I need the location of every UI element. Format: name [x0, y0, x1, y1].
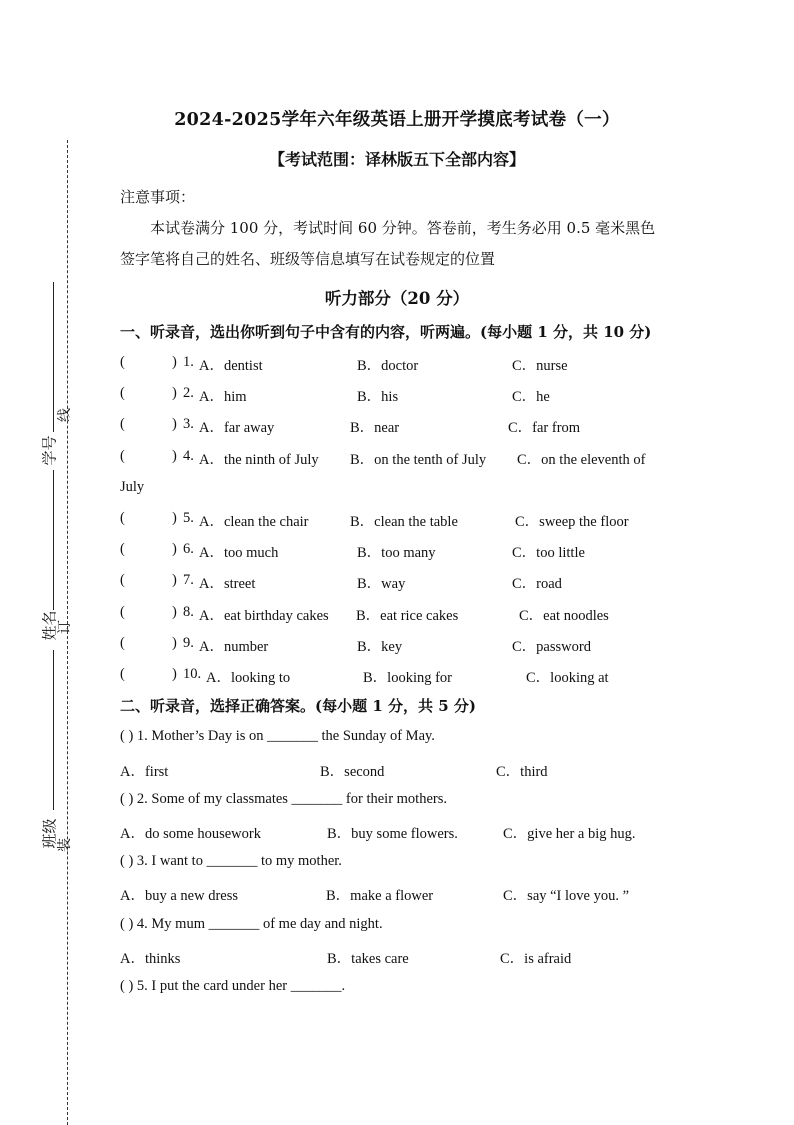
part1-q9-option-a: A．number — [199, 639, 269, 655]
part2-q2-option-b: B．buy some flowers. — [327, 826, 458, 842]
notes-line-1: 本试卷满分 100 分，考试时间 60 分钟。答卷前，考生务必用 0.5 毫米黑色 — [150, 219, 656, 237]
part2-q2-option-c: C．give her a big hug. — [503, 826, 636, 842]
part1-q6-close-paren: ) — [172, 541, 177, 557]
part2-question-4: ( ) 4. My mum _______ of me day and night. — [120, 916, 383, 932]
part1-q4-option-b: B．on the tenth of July — [350, 452, 487, 468]
part1-q3-option-c: C．far from — [508, 420, 581, 436]
part1-q2-open-paren: ( — [120, 385, 125, 401]
part2-q1-option-b: B．second — [320, 764, 385, 780]
part1-q2-option-c: C．he — [512, 389, 550, 405]
class-label: 班级 — [40, 818, 59, 849]
part1-q9-open-paren: ( — [120, 635, 125, 651]
part1-q5-option-a: A．clean the chair — [199, 514, 309, 530]
part2-question-1: ( ) 1. Mother’s Day is on _______ the Sunday of May. — [120, 728, 435, 744]
part1-q2-number: 2. — [183, 385, 194, 401]
part1-q4-number: 4. — [183, 448, 194, 464]
part1-q4-option-a: A．the ninth of July — [199, 452, 319, 468]
part1-q1-close-paren: ) — [172, 354, 177, 370]
part1-q10-option-a: A．looking to — [206, 670, 291, 686]
part1-q8-option-c: C．eat noodles — [519, 608, 609, 624]
part1-q1-option-a: A．dentist — [199, 358, 263, 374]
student-id-label: 学号 — [40, 435, 59, 466]
part2-q3-option-b: B．make a flower — [326, 888, 434, 904]
part2-question-3: ( ) 3. I want to _______ to my mother. — [120, 853, 342, 869]
part2-q4-option-c: C．is afraid — [500, 951, 572, 967]
part1-q7-open-paren: ( — [120, 572, 125, 588]
part2-question-5: ( ) 5. I put the card under her _______. — [120, 978, 346, 994]
part2-heading: 二、听录音，选择正确答案。(每小题 1 分，共 5 分) — [120, 697, 476, 715]
part1-q5-option-c: C．sweep the floor — [515, 514, 629, 530]
exam-scope: 【考试范围：译林版五下全部内容】 — [268, 150, 525, 169]
part2-q2-option-a: A．do some housework — [120, 826, 261, 842]
seal-mark: 装 — [57, 838, 73, 852]
notes-line-2: 签字笔将自己的姓名、班级等信息填写在试卷规定的位置 — [120, 250, 496, 268]
part1-q7-number: 7. — [183, 572, 194, 588]
part1-q5-number: 5. — [183, 510, 194, 526]
part1-q10-number: 10. — [183, 666, 202, 682]
part1-heading: 一、听录音，选出你听到句子中含有的内容，听两遍。(每小题 1 分，共 10 分) — [120, 323, 652, 341]
part1-q4-option-c: C．on the eleventh of — [517, 452, 646, 468]
part1-q6-open-paren: ( — [120, 541, 125, 557]
part1-q3-option-a: A．far away — [199, 420, 275, 436]
part1-q6-option-c: C．too little — [512, 545, 585, 561]
part2-q1-option-a: A．first — [120, 764, 169, 780]
line-mark: 线 — [57, 408, 73, 422]
part1-q6-option-a: A．too much — [199, 545, 279, 561]
part1-q4-close-paren: ) — [172, 448, 177, 464]
exam-title: 2024-2025学年六年级英语上册开学摸底考试卷（一） — [174, 110, 620, 130]
part2-q3-option-c: C．say “I love you. ” — [503, 888, 630, 904]
part2-question-2: ( ) 2. Some of my classmates _______ for their mothers. — [120, 791, 447, 807]
part1-q2-option-a: A．him — [199, 389, 247, 405]
part2-q4-option-b: B．takes care — [327, 951, 409, 967]
part1-q1-number: 1. — [183, 354, 194, 370]
part1-q4-open-paren: ( — [120, 448, 125, 464]
part1-q2-option-b: B．his — [357, 389, 399, 405]
part1-q6-number: 6. — [183, 541, 194, 557]
notes-heading: 注意事项： — [120, 188, 196, 206]
part1-q6-option-b: B．too many — [357, 545, 436, 561]
part1-q9-option-c: C．password — [512, 639, 591, 655]
listening-section-title: 听力部分（20 分） — [324, 289, 470, 308]
part2-q3-option-a: A．buy a new dress — [120, 888, 238, 904]
name-label: 姓名 — [40, 610, 59, 641]
part1-q3-option-b: B．near — [350, 420, 400, 436]
name-underline — [53, 470, 54, 610]
part1-q10-option-b: B．looking for — [363, 670, 453, 686]
part2-q4-option-a: A．thinks — [120, 951, 181, 967]
part1-q1-option-b: B．doctor — [357, 358, 419, 374]
part1-q4-option-c-wrap: July — [120, 479, 145, 495]
part1-q9-option-b: B．key — [357, 639, 403, 655]
part1-q7-option-b: B．way — [357, 576, 406, 592]
part1-q10-close-paren: ) — [172, 666, 177, 682]
part1-q1-open-paren: ( — [120, 354, 125, 370]
part1-q8-number: 8. — [183, 604, 194, 620]
part1-q7-option-a: A．street — [199, 576, 256, 592]
part1-q7-option-c: C．road — [512, 576, 562, 592]
part1-q8-close-paren: ) — [172, 604, 177, 620]
part1-q5-close-paren: ) — [172, 510, 177, 526]
part1-q10-open-paren: ( — [120, 666, 125, 682]
part1-q9-number: 9. — [183, 635, 194, 651]
part1-q3-number: 3. — [183, 416, 194, 432]
class-underline — [53, 650, 54, 810]
part2-q1-option-c: C．third — [496, 764, 548, 780]
part1-q3-open-paren: ( — [120, 416, 125, 432]
part1-q8-open-paren: ( — [120, 604, 125, 620]
part1-q1-option-c: C．nurse — [512, 358, 568, 374]
part1-q9-close-paren: ) — [172, 635, 177, 651]
part1-q8-option-b: B．eat rice cakes — [356, 608, 459, 624]
bind-mark: 订 — [57, 620, 73, 634]
part1-q2-close-paren: ) — [172, 385, 177, 401]
part1-q5-open-paren: ( — [120, 510, 125, 526]
part1-q7-close-paren: ) — [172, 572, 177, 588]
part1-q8-option-a: A．eat birthday cakes — [199, 608, 329, 624]
part1-q5-option-b: B．clean the table — [350, 514, 458, 530]
part1-q3-close-paren: ) — [172, 416, 177, 432]
part1-q10-option-c: C．looking at — [526, 670, 609, 686]
